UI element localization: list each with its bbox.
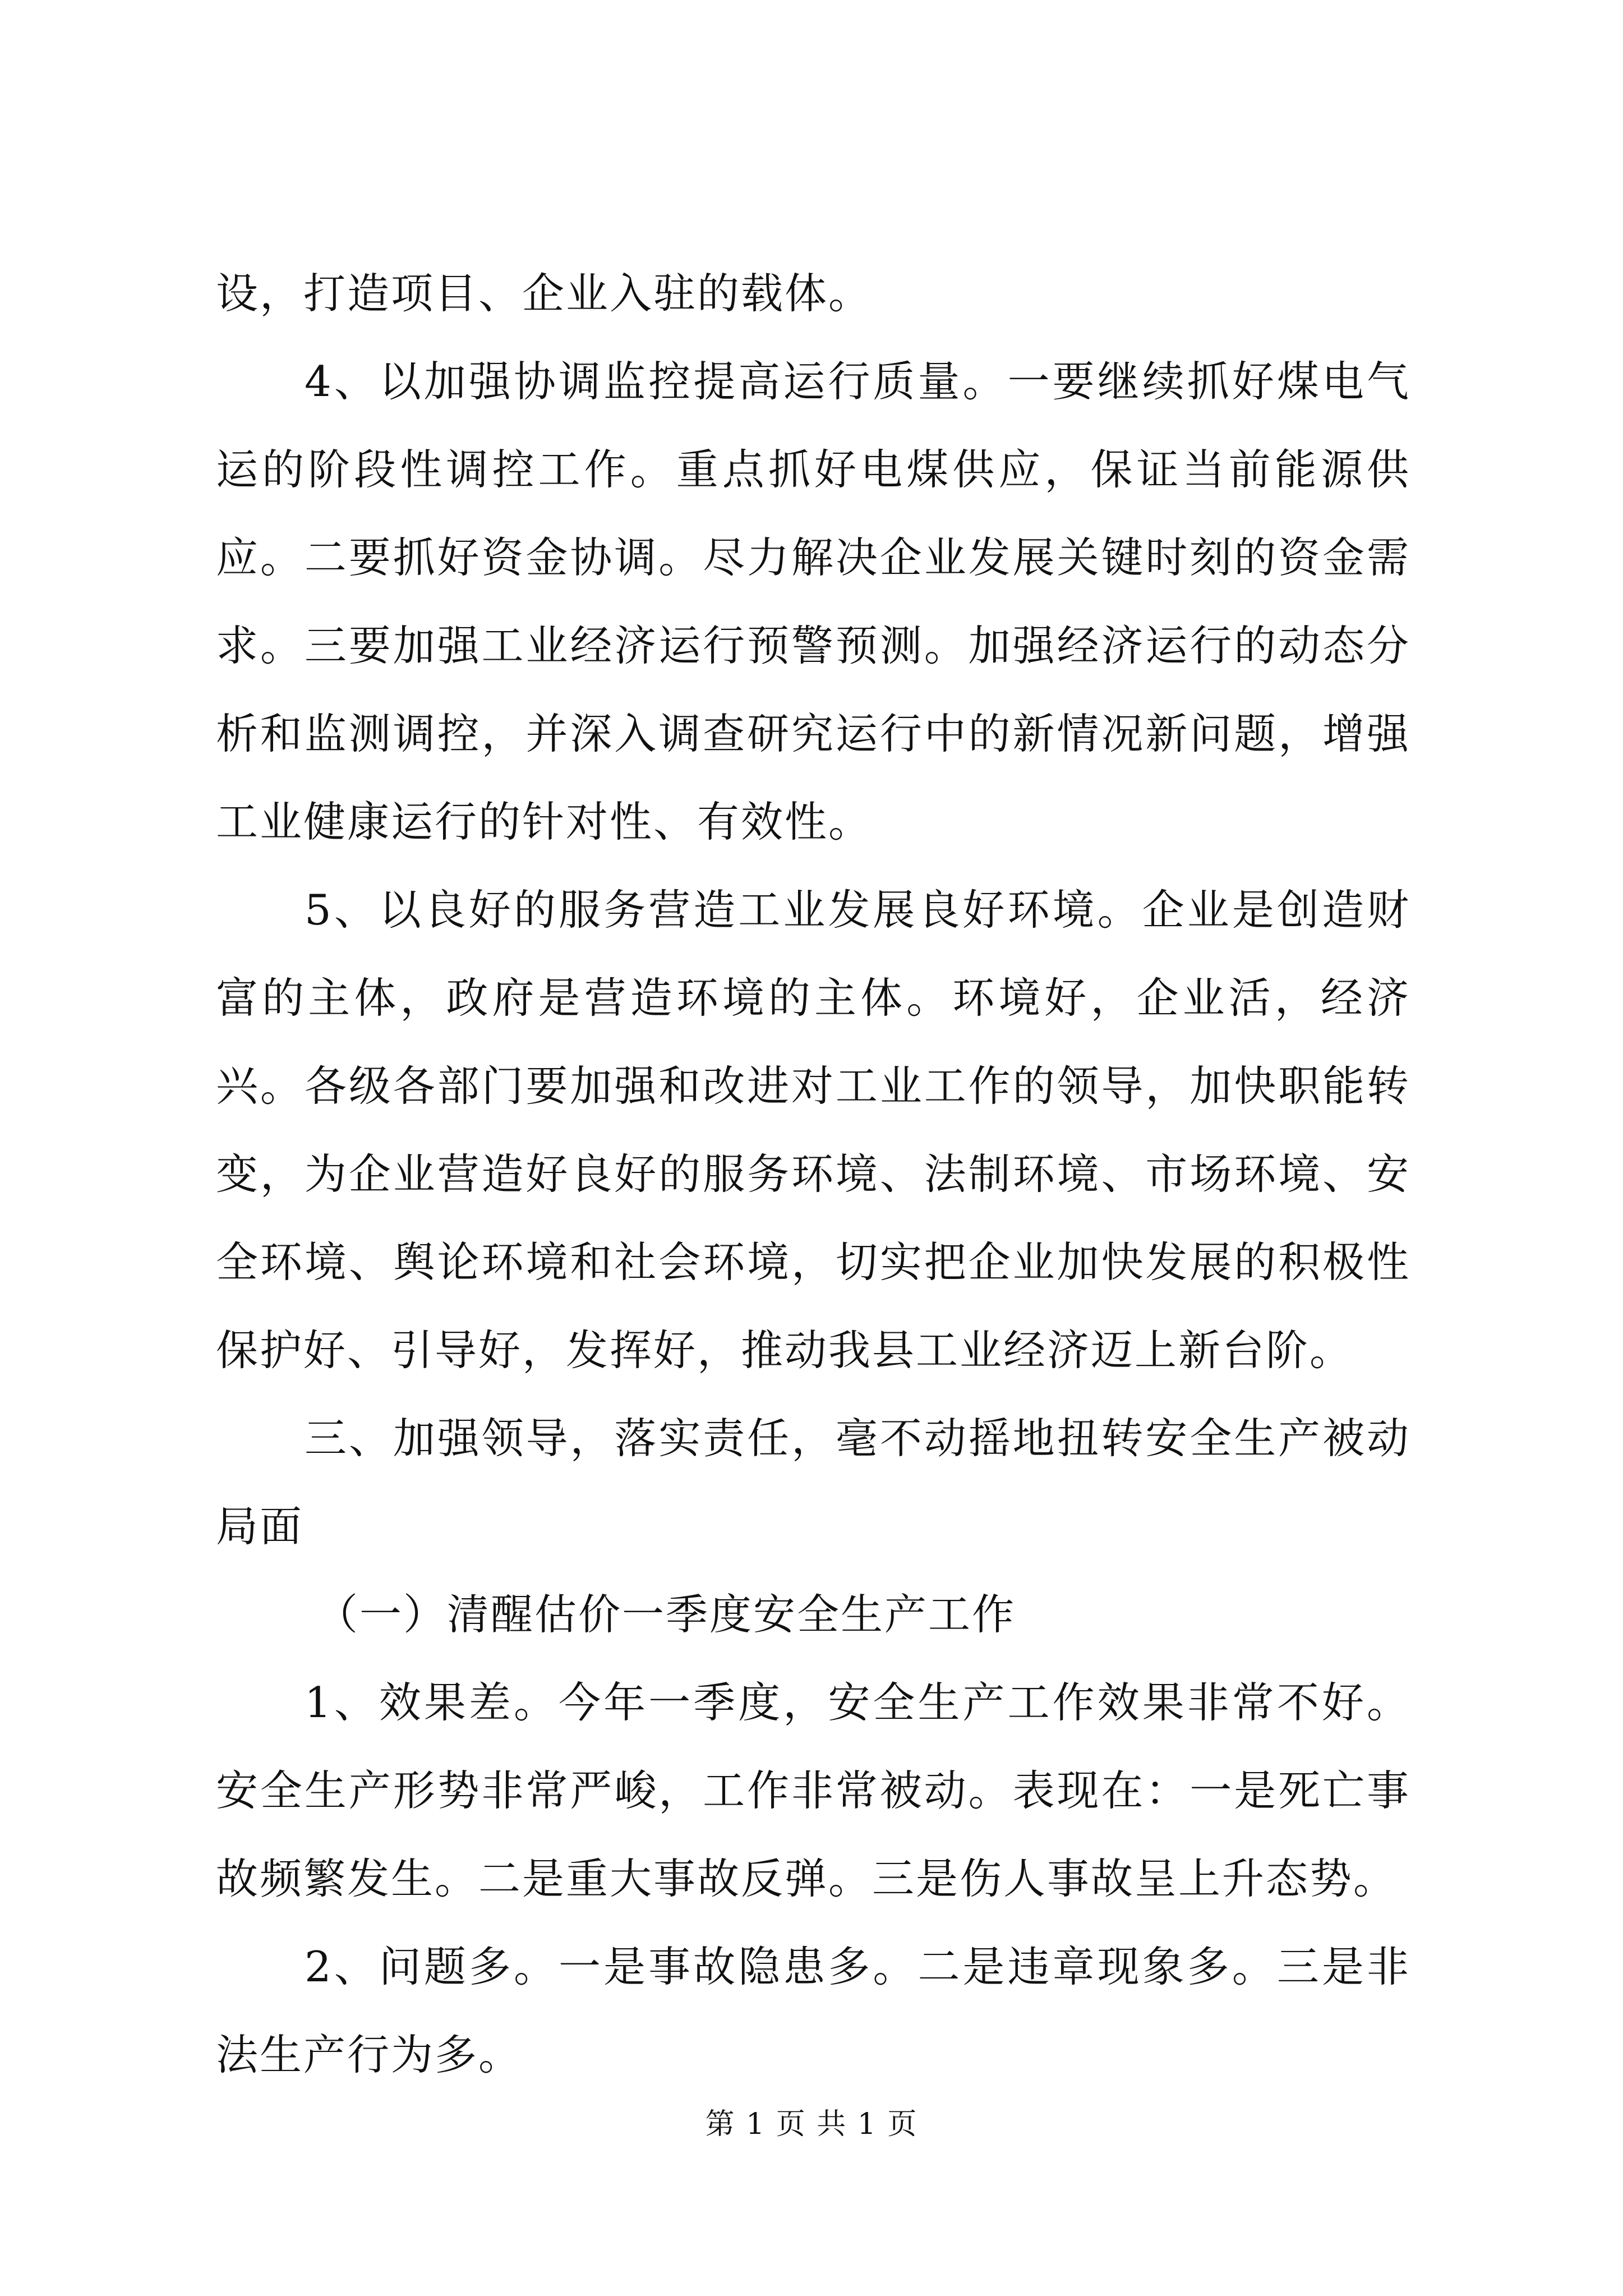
paragraph-continuation: 设，打造项目、企业入驻的载体。 bbox=[216, 269, 873, 318]
subsection-heading-1: （一）清醒估价一季度安全生产工作 bbox=[316, 1590, 1016, 1639]
section-heading-3: 三、加强领导，落实责任，毫不动摇地扭转安全生产被动局面 bbox=[216, 1414, 1410, 1551]
paragraph-item-1: 1、效果差。今年一季度，安全生产工作效果非常不好。安全生产形势非常严峻，工作非常被动。表现在：一是死亡事故频繁发生。二是重大事故反弹。三是伤人事故呈上升态势。 bbox=[216, 1678, 1410, 1903]
paragraph-item-2: 2、问题多。一是事故隐患多。二是违章现象多。三是非法生产行为多。 bbox=[216, 1942, 1410, 2079]
document-body bbox=[216, 250, 1410, 2099]
paragraph-item-4: 4、以加强协调监控提高运行质量。一要继续抓好煤电气运的阶段性调控工作。重点抓好电煤供应，保证当前能源供应。二要抓好资金协调。尽力解决企业发展关键时刻的资金需求。三要加强工业经济运行预警预测。加强经济运行的动态分析和监测调控，并深入调查研究运行中的新情况新问题，增强工业健康运行的针对性、有效性。 bbox=[216, 357, 1410, 846]
page-footer: 第 1 页 共 1 页 bbox=[705, 2108, 918, 2141]
paragraph-item-5: 5、以良好的服务营造工业发展良好环境。企业是创造财富的主体，政府是营造环境的主体。环境好，企业活，经济兴。各级各部门要加强和改进对工业工作的领导，加快职能转变，为企业营造好良好的服务环境、法制环境、市场环境、安全环境、舆论环境和社会环境，切实把企业加快发展的积极性保护好、引导好，发挥好，推动我县工业经济迈上新台阶。 bbox=[216, 885, 1410, 1375]
